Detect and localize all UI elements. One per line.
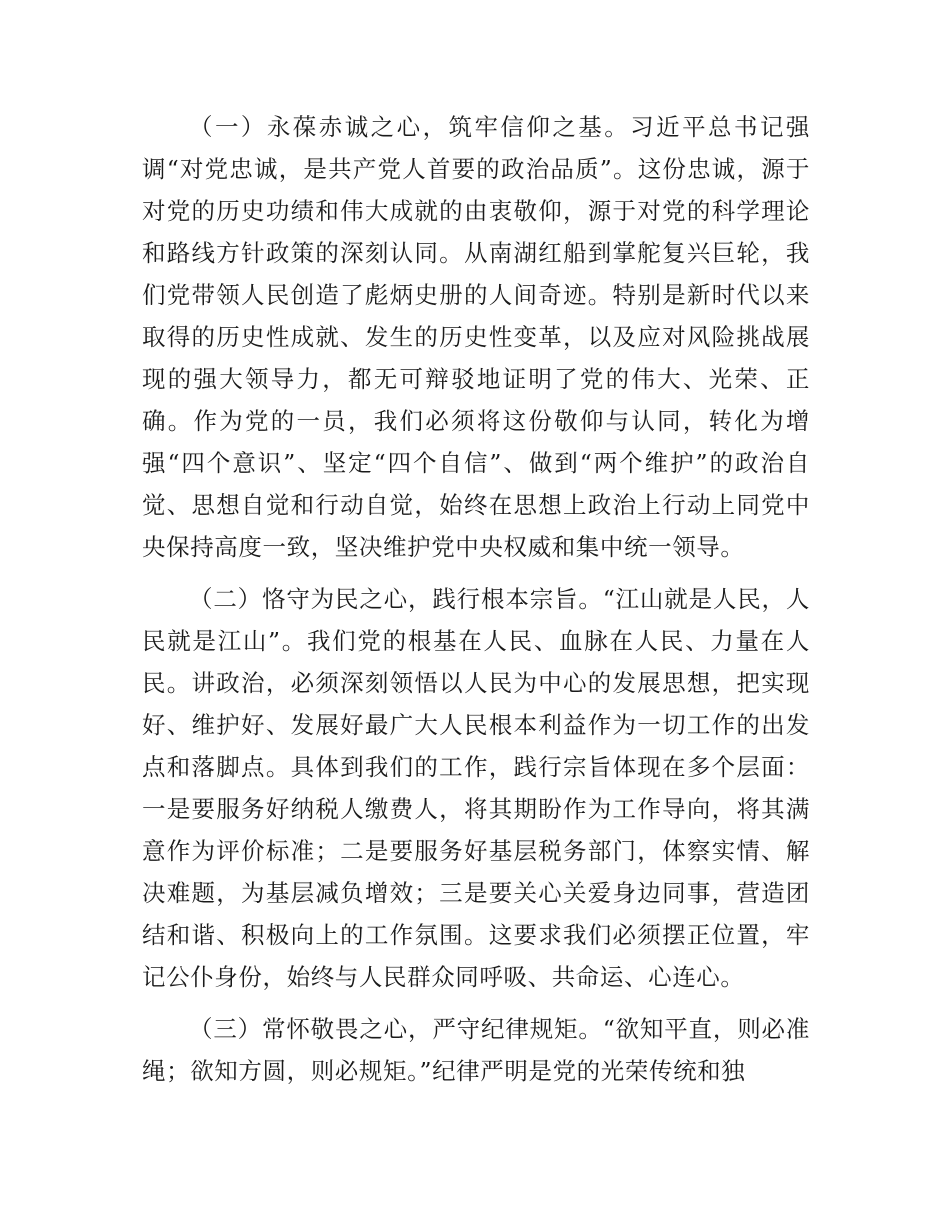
paragraph-2: （二）恪守为民之心，践行根本宗旨。“江山就是人民，人民就是江山”。我们党的根基在人民、血脉在人民、力量在人民。讲政治，必须深刻领悟以人民为中心的发展思想，把实现好、维护好、发展好最广大人民根本利益作为一切工作的出发点和落脚点。具体到我们的工作，践行宗旨体现在多个层面：一是要服务好纳税人缴费人，将其期盼作为工作导向，将其满意作为评价标准；二是要服务好基层税务部门，体察实情、解决难题，为基层减负增效；三是要关心关爱身边同事，营造团结和谐、积极向上的工作氛围。这要求我们必须摆正位置，牢记公仆身份，始终与人民群众同呼吸、共命运、心连心。: [142, 585, 810, 991]
paragraph-3: （三）常怀敬畏之心，严守纪律规矩。“欲知平直，则必准绳；欲知方圆，则必规矩。”纪律严明是党的光荣传统和独: [142, 1015, 810, 1085]
paragraph-1: （一）永葆赤诚之心，筑牢信仰之基。习近平总书记强调“对党忠诚，是共产党人首要的政治品质”。这份忠诚，源于对党的历史功绩和伟大成就的由衷敬仰，源于对党的科学理论和路线方针政策的深刻认同。从南湖红船到掌舵复兴巨轮，我们党带领人民创造了彪炳史册的人间奇迹。特别是新时代以来取得的历史性成就、发生的历史性变革，以及应对风险挑战展现的强大领导力，都无可辩驳地证明了党的伟大、光荣、正确。作为党的一员，我们必须将这份敬仰与认同，转化为增强“四个意识”、坚定“四个自信”、做到“两个维护”的政治自觉、思想自觉和行动自觉，始终在思想上政治上行动上同党中央保持高度一致，坚决维护党中央权威和集中统一领导。: [142, 113, 810, 561]
document-body: [142, 106, 810, 1092]
